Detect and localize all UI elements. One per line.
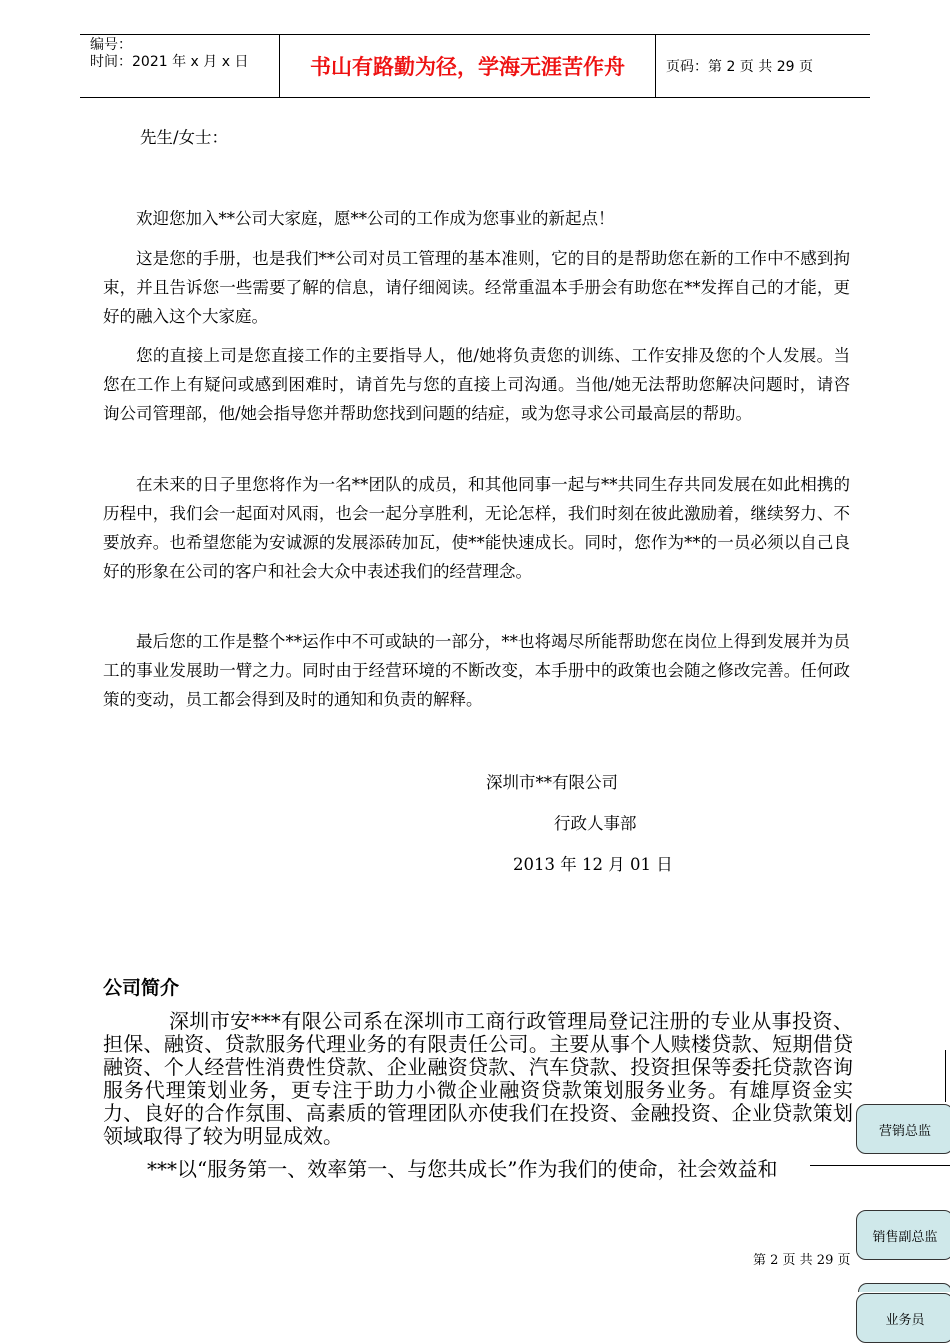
- header-time: 时间：2021 年 x 月 x 日: [90, 54, 249, 70]
- letter-paragraph: 这是您的手册，也是我们**公司对员工管理的基本准则，它的目的是帮助您在新的工作中不感到拘束，并且告诉您一些需要了解的信息，请仔细阅读。经常重温本手册会有助您在**发挥自己的才能，更好的融入这个大家庭。: [103, 249, 850, 326]
- org-box-marketing-director: 营销总监: [856, 1104, 950, 1154]
- org-box-salesperson: 业务员: [856, 1293, 950, 1343]
- signature-company: 深圳市**有限公司: [486, 773, 618, 792]
- company-intro: [103, 1010, 853, 1181]
- letter-paragraph: 欢迎您加入**公司大家庭，愿**公司的工作成为您事业的新起点！: [136, 209, 615, 228]
- letter-paragraph: 在未来的日子里您将作为一名**团队的成员，和其他同事一起与**共同生存共同发展在如此相携的历程中，我们会一起面对风雨，也会一起分享胜利，无论怎样，我们时刻在彼此激励着，继续努力、不要放弃。也希望您能为安诚源的发展添砖加瓦，使**能快速成长。同时，您作为**的一员必须以自己良好的形象在公司的客户和社会大众中表述我们的经营理念。: [103, 475, 850, 581]
- section-title: 公司简介: [103, 977, 180, 999]
- header-meta: [80, 35, 280, 97]
- footer-page-number: 第 2 页 共 29 页: [753, 1253, 851, 1268]
- intro-paragraph: 深圳市安***有限公司系在深圳市工商行政管理局登记注册的专业从事投资、担保、融资、贷款服务代理业务的有限责任公司。主要从事个人赎楼贷款、短期借贷融资、个人经营性消费性贷款、企业融资贷款、汽车贷款、投资担保等委托贷款咨询服务代理策划业务，更专注于助力小微企业融资贷款策划服务业务。有雄厚资金实力、良好的合作氛围、高素质的管理团队亦使我们在投资、金融投资、企业贷款策划领域取得了较为明显成效。: [103, 1009, 853, 1148]
- intro-paragraph: ***以“服务第一、效率第一、与您共成长”作为我们的使命，社会效益和: [147, 1157, 778, 1181]
- letter-paragraph: 您的直接上司是您直接工作的主要指导人，他/她将负责您的训练、工作安排及您的个人发展。当您在工作上有疑问或感到困难时，请首先与您的直接上司沟通。当他/她无法帮助您解决问题时，请咨询公司管理部，他/她会指导您并帮助您找到问题的结症，或为您寻求公司最高层的帮助。: [103, 346, 850, 423]
- org-connector: [810, 1165, 950, 1166]
- org-connector: [945, 1050, 946, 1102]
- letter-paragraph: 最后您的工作是整个**运作中不可或缺的一部分，**也将竭尽所能帮助您在岗位上得到发展并为员工的事业发展助一臂之力。同时由于经营环境的不断改变，本手册中的政策也会随之修改完善。任何政策的变动，员工都会得到及时的通知和负责的解释。: [103, 632, 850, 709]
- page-header: [80, 34, 870, 98]
- letter-salutation: 先生/女士：: [140, 128, 229, 147]
- header-page-info: 页码：第 2 页 共 29 页: [666, 59, 813, 75]
- org-box-sales-deputy-director: 销售副总监: [856, 1210, 950, 1260]
- signature-department: 行政人事部: [554, 814, 637, 833]
- org-box-stack: [858, 1283, 950, 1292]
- signature-date: 2013 年 12 月 01 日: [513, 855, 673, 874]
- header-number: 编号：: [90, 37, 132, 53]
- header-motto: 书山有路勤为径，学海无涯苦作舟: [280, 35, 656, 97]
